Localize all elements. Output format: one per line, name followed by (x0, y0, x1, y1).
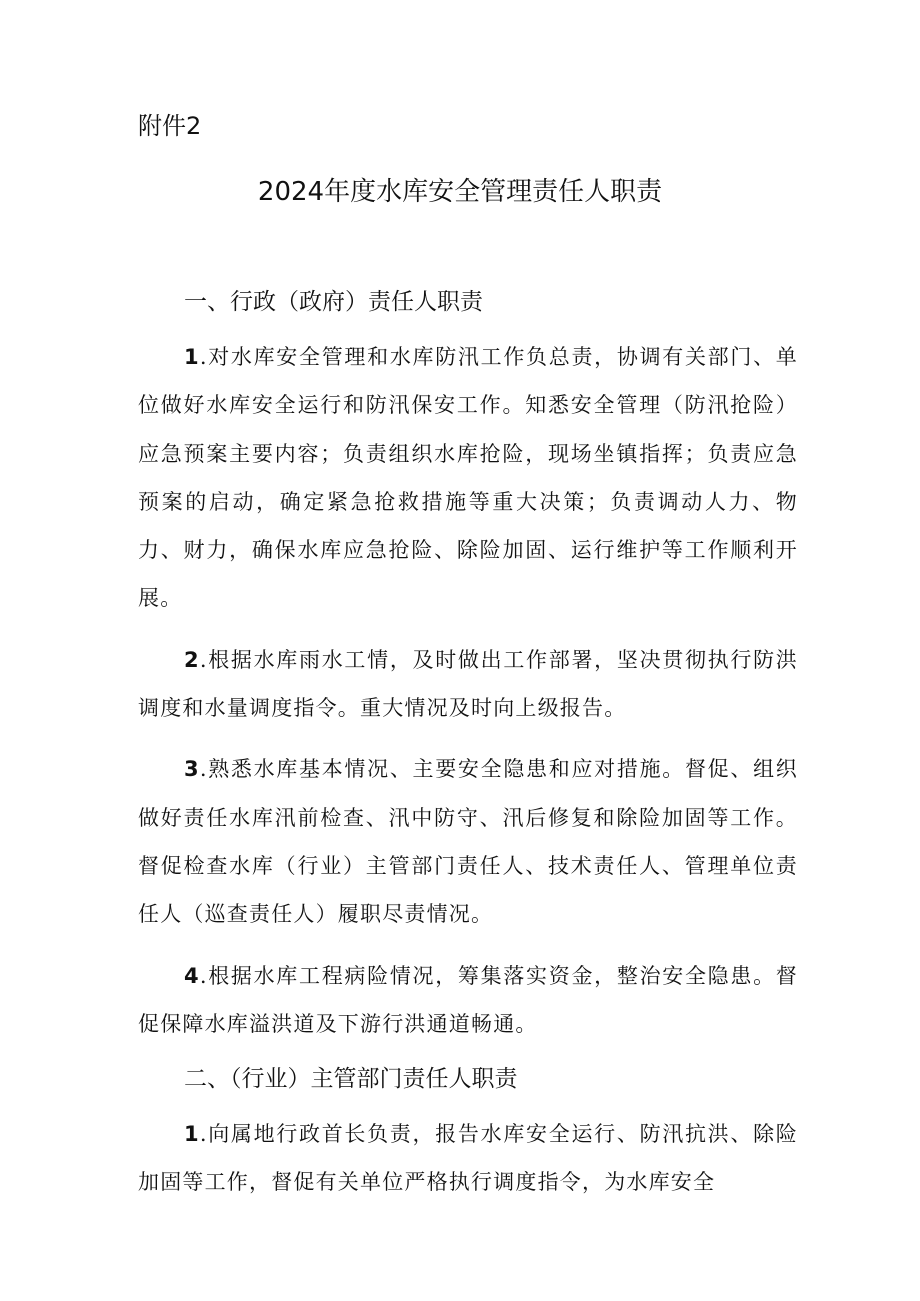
section-heading-2: 二、（行业）主管部门责任人职责 (184, 1066, 518, 1093)
document-title: 2024年度水库安全管理责任人职责 (257, 177, 663, 207)
item-text: .根据水库雨水工情，及时做出工作部署，坚决贯彻执行防洪调度和水量调度指令。重大情况及时向上级报告。 (138, 647, 798, 721)
item-number: 2 (184, 647, 200, 672)
paragraph-1-3 (138, 745, 798, 938)
item-text: .向属地行政首长负责，报告水库安全运行、防汛抗洪、除险加固等工作，督促有关单位严格执行调度指令，为水库安全 (138, 1122, 798, 1195)
paragraph-1-1 (138, 333, 798, 623)
item-text: .熟悉水库基本情况、主要安全隐患和应对措施。督促、组织做好责任水库汛前检查、汛中防守、汛后修复和除险加固等工作。督促检查水库（行业）主管部门责任人、技术责任人、管理单位责任人（巡查责任人）履职尽责情况。 (138, 757, 798, 927)
paragraph-1-4 (138, 952, 798, 1049)
item-text: .根据水库工程病险情况，筹集落实资金，整治安全隐患。督促保障水库溢洪道及下游行洪通道畅通。 (138, 963, 798, 1036)
paragraph-2-1 (138, 1110, 798, 1207)
item-number: 1 (184, 345, 200, 369)
item-number: 1 (184, 1122, 200, 1147)
document-body (138, 284, 798, 1207)
item-text: .对水库安全管理和水库防汛工作负总责，协调有关部门、单位做好水库安全运行和防汛保安工作。知悉安全管理（防汛抢险）应急预案主要内容；负责组织水库抢险，现场坐镇指挥；负责应急预案的启动，确定紧急抢救措施等重大决策；负责调动人力、物力、财力，确保水库应急抢险、除险加固、运行维护等工作顺利开展。 (138, 345, 798, 611)
attachment-label: 附件2 (138, 112, 202, 140)
item-number: 3 (184, 757, 200, 782)
item-number: 4 (184, 963, 200, 988)
paragraph-1-2 (138, 636, 798, 733)
section-heading-1: 一、行政（政府）责任人职责 (184, 289, 483, 315)
